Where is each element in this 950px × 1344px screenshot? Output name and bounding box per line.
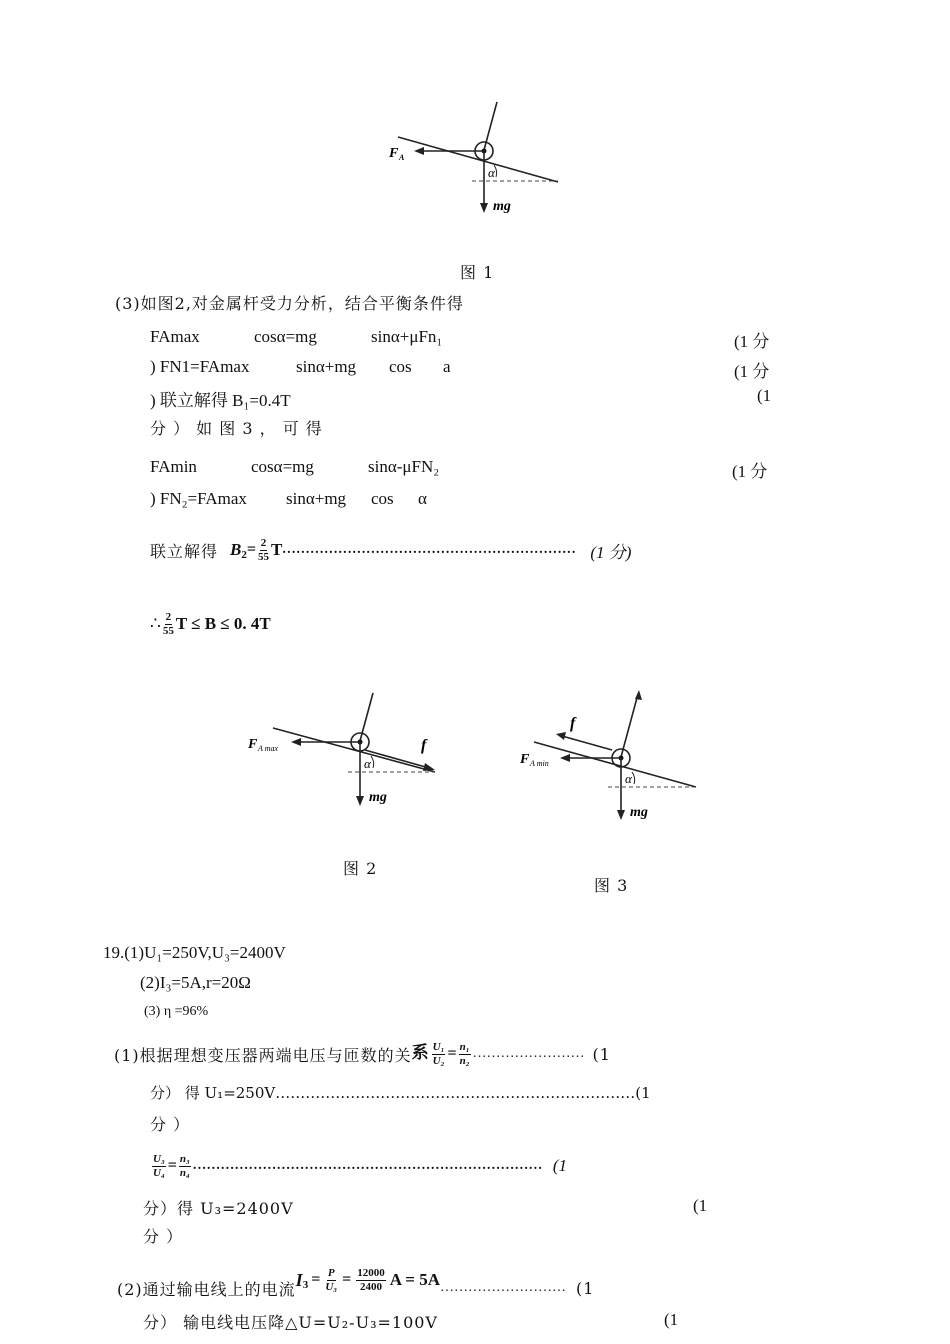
therefore-symbol: ∴	[150, 614, 161, 633]
step7-eq2: =	[342, 1271, 352, 1288]
eq6-b: sinα+mg	[286, 489, 347, 508]
eq1-a: FAmax	[150, 327, 200, 346]
q19-step7	[117, 1260, 594, 1300]
mg-label: mg	[369, 790, 387, 805]
eq5-score: (1 分	[732, 462, 768, 481]
f-label: f	[570, 715, 576, 732]
friction-arrow	[562, 736, 612, 750]
step1-fraction-n: $\frac{\text{n₁}}{\text{n₂}}$	[459, 1040, 470, 1067]
step7-eq1: =	[311, 1271, 321, 1288]
step1-dots: ……………………	[472, 1046, 585, 1061]
step1-eq: =	[447, 1045, 457, 1062]
eq1-score: (1 分	[734, 332, 770, 351]
b2-fraction: $\frac{2}{55}$	[257, 536, 269, 563]
fa-label: F	[389, 146, 399, 161]
b2-sub: 2	[241, 549, 247, 561]
eq1-c: sinα+μFn₁	[371, 327, 443, 346]
fa-sub-label: A min	[530, 759, 549, 768]
f-label: f	[421, 737, 427, 754]
step4-score: (1	[552, 1156, 568, 1175]
eq6-c: cos	[371, 489, 394, 508]
figure-2-caption: 图 2	[343, 859, 378, 878]
q19-step5-score: (1	[693, 1196, 708, 1215]
b2-prefix: 联立解得	[150, 541, 219, 561]
b2-score: (1 分)	[590, 542, 632, 562]
step1-score: (1	[592, 1044, 611, 1064]
figure-1	[380, 95, 580, 225]
eq5-b: cosα=mg	[251, 457, 314, 476]
figure-2	[245, 688, 445, 813]
step7-sub: 3	[302, 1279, 309, 1291]
step7-var: I	[295, 1269, 303, 1290]
b2-dots: ………………………………………………………	[282, 542, 577, 557]
part3-intro: (3)如图2,对金属杆受力分析，结合平衡条件得	[115, 294, 464, 313]
eq6-d: α	[418, 489, 427, 508]
b2-unit: T	[270, 540, 283, 559]
q19-answer-3: (3) η =96%	[144, 1004, 209, 1019]
alpha-label: α	[488, 165, 495, 180]
step1-text: (1)根据理想变压器两端电压与匝数的关	[114, 1045, 412, 1065]
normal-line	[621, 694, 638, 757]
step7-fraction-num: $\frac{12000}{2400}$	[357, 1266, 385, 1293]
eq5-c: sinα-μFN₂	[368, 457, 440, 476]
step7-rest: A = 5A	[389, 1270, 441, 1289]
mg-label: mg	[630, 805, 648, 820]
eq2-c: cos	[389, 357, 412, 376]
alpha-label: α	[364, 756, 371, 771]
eq3-score: (1	[757, 386, 772, 405]
figure-3-caption: 图 3	[594, 876, 629, 895]
fa-label: F	[520, 752, 530, 767]
q19-step6: 分 ）	[143, 1227, 184, 1246]
range-fraction: $\frac{2}{55}$	[162, 610, 174, 637]
step4-eq: =	[167, 1157, 177, 1174]
step7-fraction-p: $\frac{P}{\text{U₃}}$	[325, 1266, 338, 1293]
alpha-label: α	[625, 771, 632, 786]
step7-dots: ………………………	[440, 1280, 567, 1295]
figure-3	[518, 688, 703, 823]
friction-arrow	[365, 750, 429, 768]
step7-text: (2)通过输电线上的电流	[117, 1279, 296, 1299]
b2-var: B	[230, 540, 242, 559]
figure-1-caption: 图 1	[460, 263, 495, 282]
eq2-b: sinα+mg	[296, 357, 357, 376]
q19-step4	[150, 1148, 567, 1184]
mg-label: mg	[493, 199, 511, 214]
eq2-a: ) FN1=FAmax	[150, 357, 250, 376]
eq2-score: (1 分	[734, 362, 770, 381]
eq5-a: FAmin	[150, 457, 197, 476]
fa-sub-label: A max	[258, 744, 279, 753]
step7-score: (1	[576, 1278, 595, 1298]
eq4-a: 分 ） 如 图 3 ， 可 得	[150, 419, 323, 438]
step4-fraction-n: $\frac{\text{n₃}}{\text{n₄}}$	[179, 1152, 190, 1179]
q19-header: 19.(1)U₁=250V,U₃=2400V	[103, 943, 286, 962]
q19-step2: 分） 得 U₁=250V………………………………………………………………(1	[150, 1084, 651, 1102]
q19-step8-score: (1	[664, 1310, 679, 1329]
eq6-a: ) FN₂=FAmax	[150, 489, 247, 508]
range-rest: T ≤ B ≤ 0. 4T	[175, 614, 271, 633]
range-line	[150, 604, 271, 644]
q19-step3: 分 ）	[150, 1115, 191, 1134]
q19-step1	[114, 1036, 611, 1072]
step4-fraction-u: $\frac{\text{U₃}}{\text{U₄}}$	[153, 1152, 165, 1179]
q19-answer-2: (2)I₃=5A,r=20Ω	[140, 973, 251, 992]
eq1-b: cosα=mg	[254, 327, 317, 346]
q19-step5: 分）得 U₃=2400V	[143, 1199, 294, 1218]
eq2-d: a	[443, 357, 451, 376]
step1-xi: 系	[411, 1042, 430, 1063]
fa-sub-label: A	[399, 153, 405, 162]
step1-fraction-u: $\frac{\text{U₁}}{\text{U₂}}$	[432, 1040, 445, 1067]
b2-eq: =	[246, 541, 256, 558]
b2-line	[150, 530, 631, 570]
step4-dots: …………………………………………………………………	[192, 1158, 543, 1173]
fa-label: F	[248, 737, 258, 752]
q19-step8: 分） 输电线电压降△U=U₂-U₃=100V	[143, 1313, 438, 1332]
eq3-a: ) 联立解得 B₁=0.4T	[150, 391, 291, 410]
